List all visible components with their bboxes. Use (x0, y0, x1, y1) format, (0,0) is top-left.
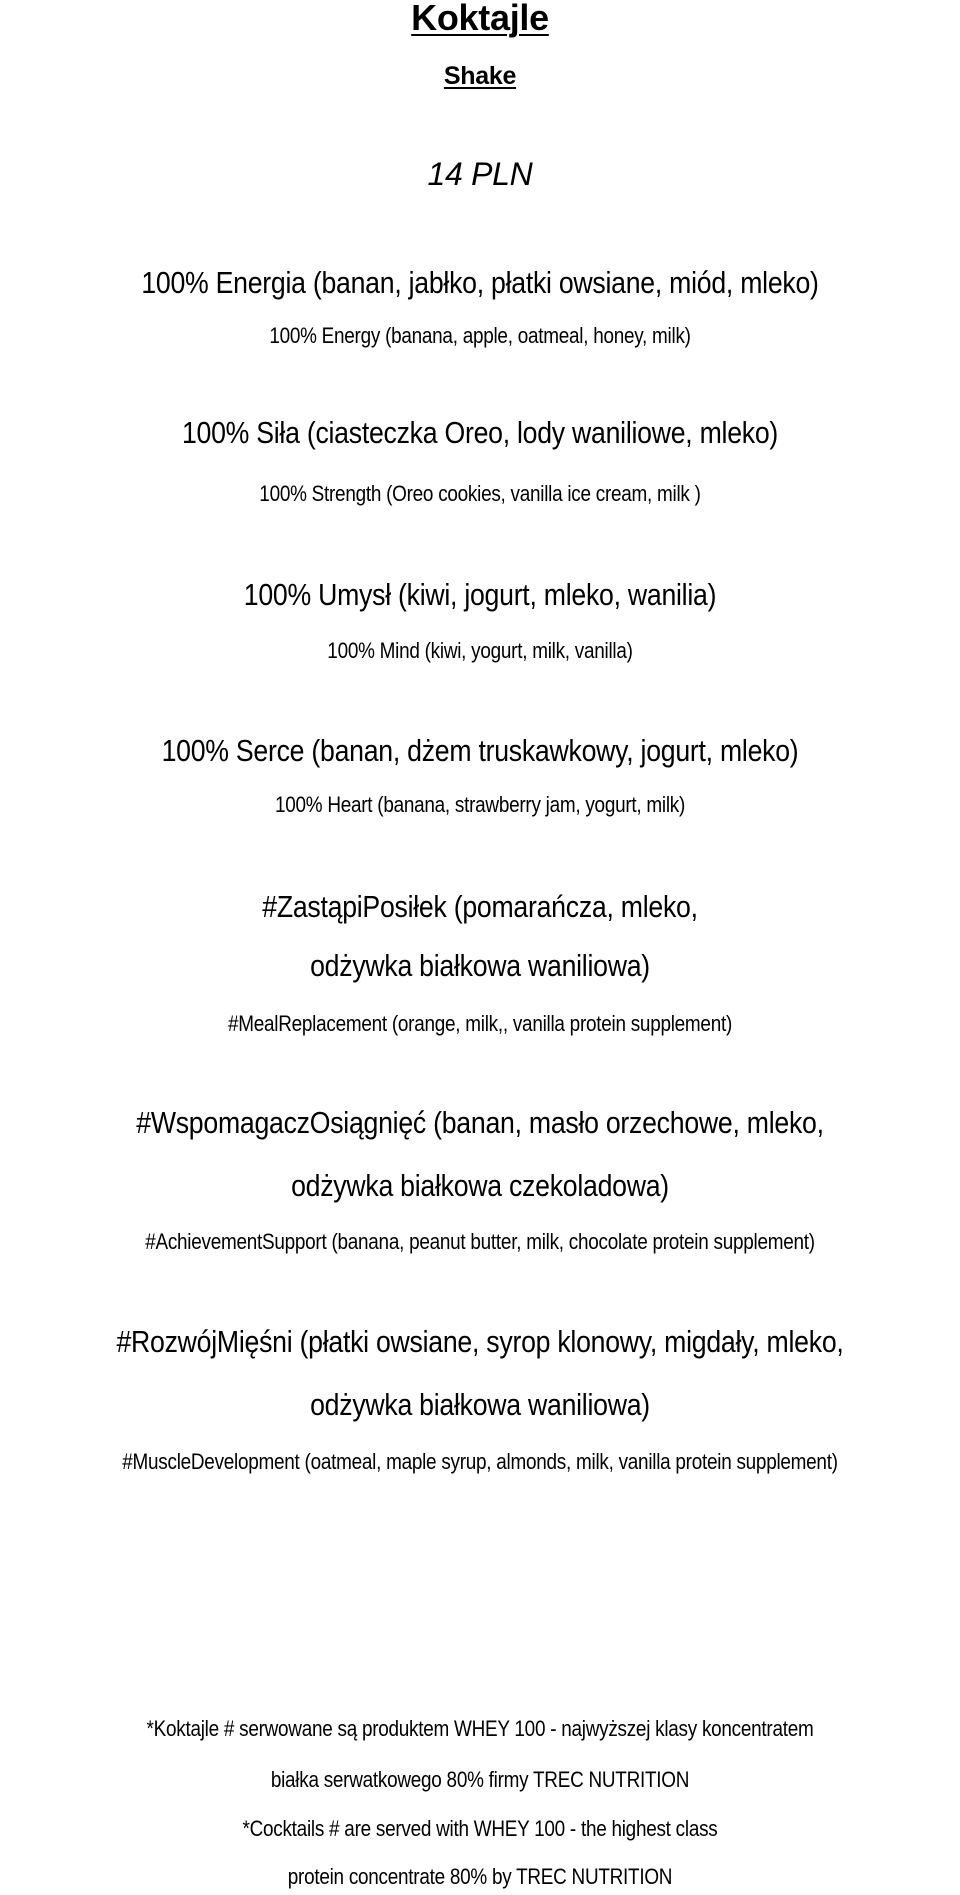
menu-item-name-en: #MealReplacement (orange, milk,, vanilla protein supplement) (227, 1011, 733, 1036)
footnote-en: *Cocktails # are served with WHEY 100 - the highest class (242, 1816, 718, 1841)
menu-item-name-pl-continued: odżywka białkowa waniliowa) (310, 1387, 650, 1422)
menu-item-name-en: 100% Energy (banana, apple, oatmeal, honey, milk) (269, 323, 691, 348)
menu-item-name-en: #MuscleDevelopment (oatmeal, maple syrup, almonds, milk, vanilla protein supplement) (122, 1449, 838, 1474)
menu-item-name-pl: #RozwójMięśni (płatki owsiane, syrop klonowy, migdały, mleko, (116, 1324, 844, 1359)
footnote-en-continued: protein concentrate 80% by TREC NUTRITION (287, 1864, 673, 1889)
menu-item-name-pl: #ZastąpiPosiłek (pomarańcza, mleko, (262, 889, 698, 924)
menu-item-name-pl-continued: odżywka białkowa czekoladowa) (291, 1168, 669, 1203)
menu-item-name-pl-continued: odżywka białkowa waniliowa) (310, 948, 650, 983)
menu-item-name-pl: 100% Siła (ciasteczka Oreo, lody waniliowe, mleko) (181, 415, 779, 450)
menu-item-name-pl: 100% Umysł (kiwi, jogurt, mleko, wanilia) (243, 577, 717, 612)
price-label: 14 PLN (427, 156, 533, 192)
menu-item-name-en: 100% Heart (banana, strawberry jam, yogurt, milk) (274, 792, 686, 817)
footnote-pl: *Koktajle # serwowane są produktem WHEY 100 - najwyższej klasy koncentratem (146, 1716, 814, 1741)
menu-item-name-pl: 100% Serce (banan, dżem truskawkowy, jogurt, mleko) (161, 733, 799, 768)
footnote-pl-continued: białka serwatkowego 80% firmy TREC NUTRITION (270, 1767, 690, 1792)
menu-item-name-en: 100% Strength (Oreo cookies, vanilla ice cream, milk ) (259, 481, 701, 506)
page-title: Koktajle (411, 0, 549, 38)
menu-item-name-pl: #WspomagaczOsiągnięć (banan, masło orzechowe, mleko, (136, 1105, 824, 1140)
menu-item-name-en: 100% Mind (kiwi, yogurt, milk, vanilla) (327, 638, 633, 663)
menu-item-name-pl: 100% Energia (banan, jabłko, płatki owsiane, miód, mleko) (141, 265, 819, 300)
menu-item-name-en: #AchievementSupport (banana, peanut butter, milk, chocolate protein supplement) (145, 1229, 815, 1254)
page-subtitle: Shake (443, 62, 517, 90)
